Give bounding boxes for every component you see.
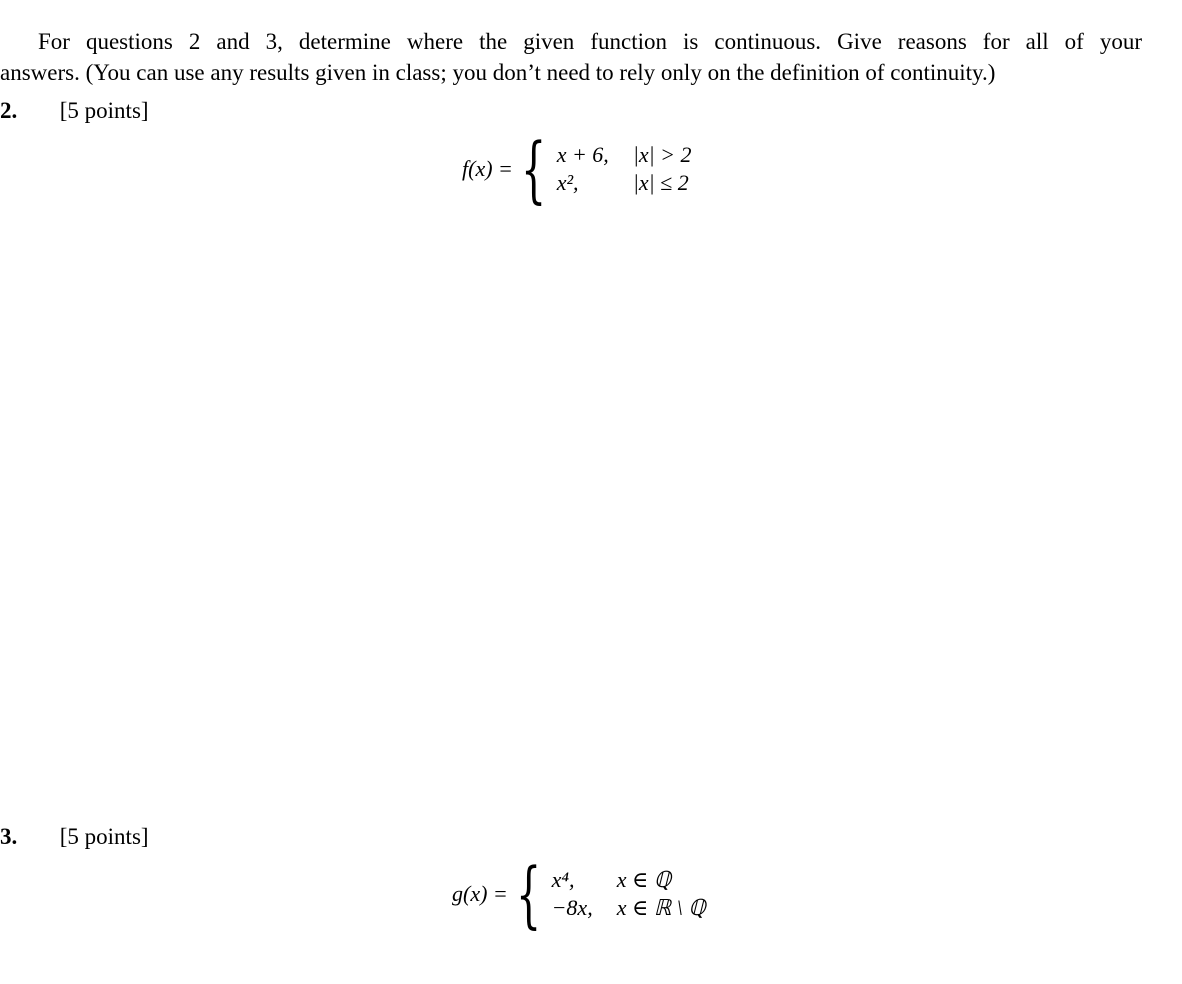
equation-f-lhs: f(x) = [462, 156, 513, 181]
question-3-points: [5 points] [59, 824, 149, 849]
question-3-number: 3. [0, 824, 18, 849]
equation-g-cases [552, 867, 706, 921]
equation-f [462, 127, 692, 211]
left-brace-icon: { [515, 852, 541, 936]
question-3-header [0, 824, 149, 850]
equation-g-case-2-expr: −8x, [551, 895, 593, 920]
equation-g-lhs: g(x) = [452, 881, 508, 906]
instructions-line-1: For questions 2 and 3, determine where the given function is continuous. Give reasons for all of your [38, 29, 1142, 54]
question-2-number: 2. [0, 98, 18, 123]
equation-f-case-2-condition: |x| ≤ 2 [632, 170, 689, 195]
left-brace-icon: { [520, 127, 547, 211]
equation-g-case-1-expr: x⁴, [551, 867, 575, 892]
equation-f-case-1-expr: x + 6, [556, 142, 609, 167]
equation-g-case-1-condition: x ∈ ℚ [616, 867, 672, 892]
instructions-paragraph [0, 26, 1142, 88]
question-2-points: [5 points] [59, 98, 149, 123]
equation-g-case-2-condition: x ∈ ℝ \ ℚ [616, 895, 706, 920]
equation-f-case-2-expr: x², [556, 170, 579, 195]
equation-g [452, 852, 706, 936]
equation-f-case-1-condition: |x| > 2 [632, 142, 692, 167]
question-2-header [0, 98, 149, 124]
equation-f-cases [557, 142, 692, 196]
instructions-line-2: answers. (You can use any results given in class; you don’t need to rely only on the definition of continuity.) [0, 60, 996, 85]
